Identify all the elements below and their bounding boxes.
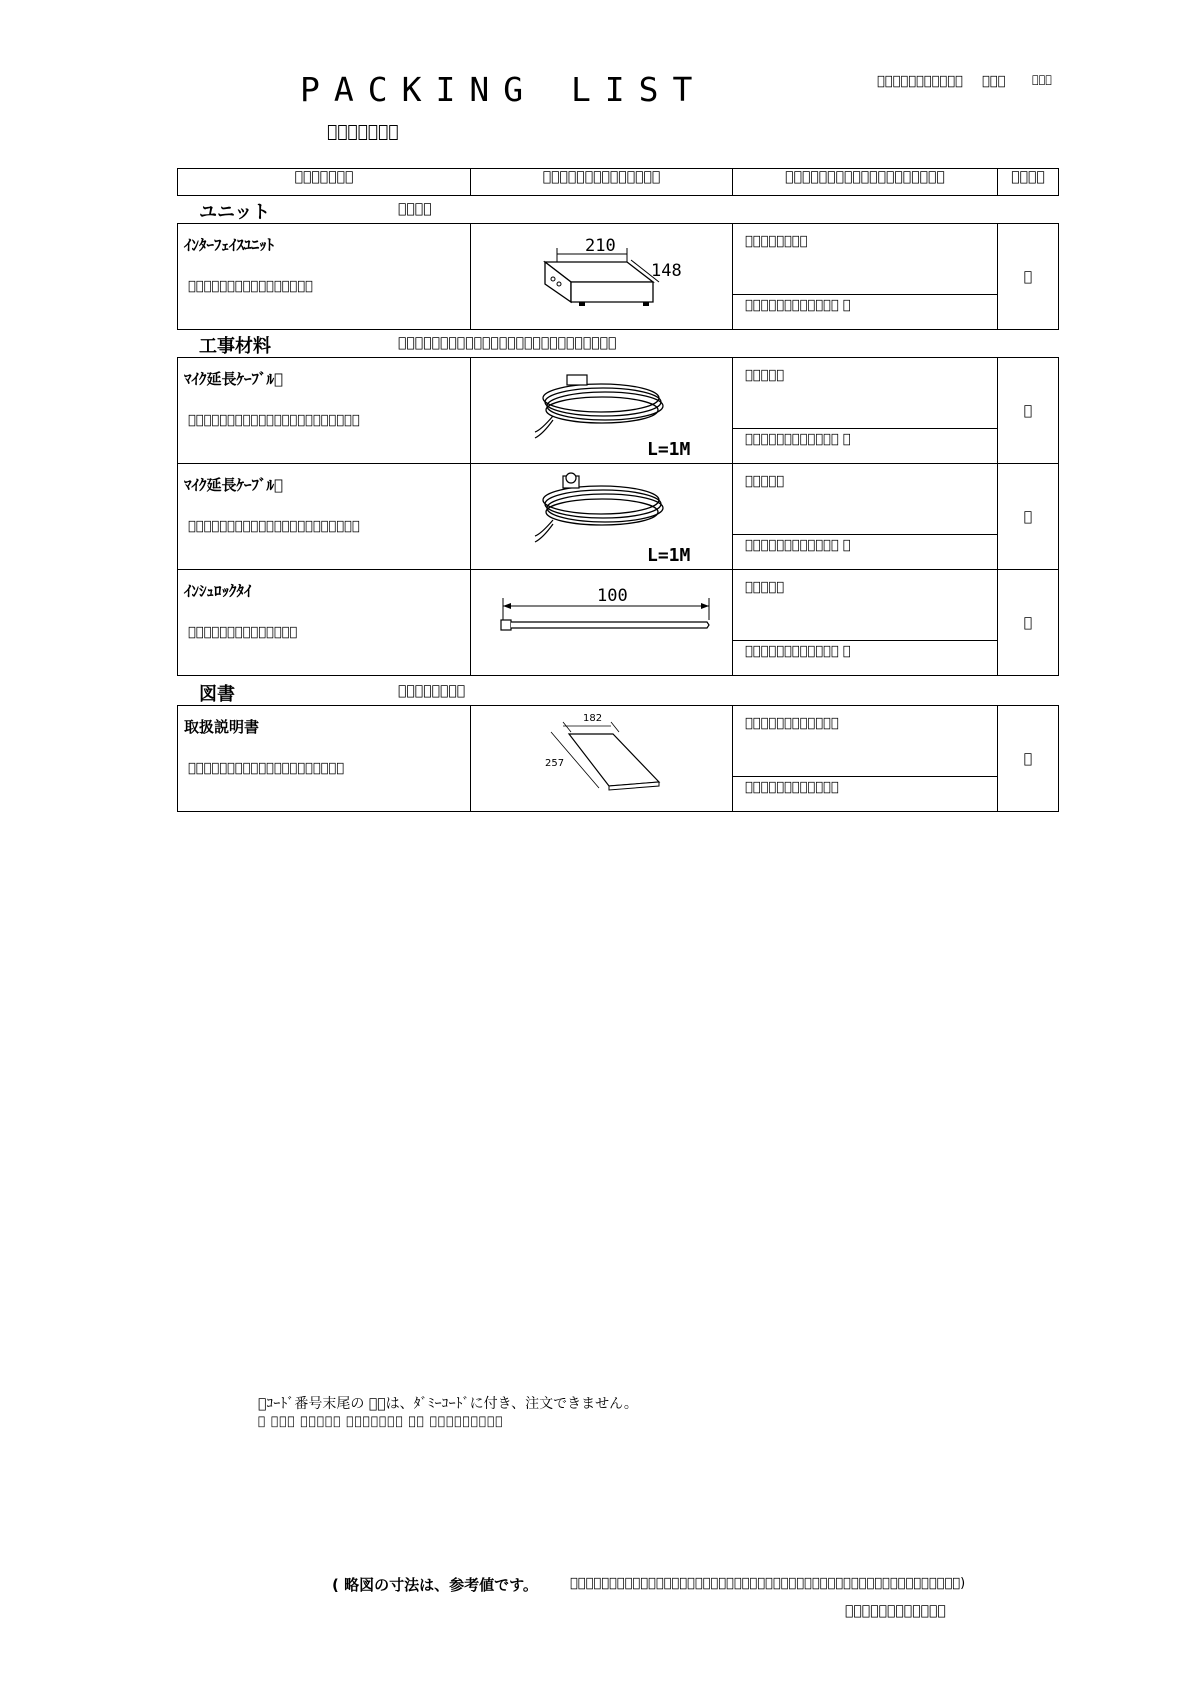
item-qty:   <box>1023 268 1033 285</box>
table-row <box>178 224 1059 330</box>
item-qty:   <box>1023 508 1033 525</box>
section-materials-label: 工事材料 <box>199 336 271 357</box>
document-number-2:     <box>982 74 1006 89</box>
documents-table <box>177 705 1059 812</box>
item-qty:   <box>1023 750 1033 767</box>
item-name: 取扱説明書 <box>184 718 260 736</box>
manual-height-label: 257 <box>545 758 565 769</box>
section-materials-sub:                            <box>398 335 617 351</box>
item-code:                      <box>188 761 345 776</box>
column-header-picture:                <box>471 169 733 196</box>
dim-width-label: 210 <box>585 236 616 256</box>
mic-cable-illustration <box>471 358 732 463</box>
footer-dimension-note-2:                                                   ) <box>570 1576 966 1591</box>
section-docs-label: 図書 <box>199 684 235 705</box>
document-number-3:     <box>1032 73 1052 86</box>
item-code:                        <box>188 413 360 428</box>
column-header-qty:      <box>998 169 1059 196</box>
spec-top:       <box>745 474 785 489</box>
note-dummy-code:  ｺｰﾄﾞ番号末尾の   は、ﾀﾞﾐｰｺｰﾄﾞに付き、注文できません。 <box>258 1396 638 1412</box>
table-row <box>178 464 1059 570</box>
mic-cable-illustration-2 <box>471 464 732 569</box>
spec-bottom:                <box>745 298 851 313</box>
column-header-name:         <box>178 169 471 196</box>
spec-bottom:              <box>745 780 839 795</box>
item-qty:   <box>1023 402 1033 419</box>
table-row <box>178 358 1059 464</box>
spec-top:              <box>745 716 839 731</box>
cable-length-label: L=1M <box>647 439 691 460</box>
cable-length-label: L=1M <box>647 545 691 566</box>
spec-bottom:                <box>745 644 851 659</box>
section-unit-sub:      <box>398 201 432 217</box>
item-name: ﾏｲｸ延長ｹｰﾌﾞﾙ  <box>184 476 284 494</box>
item-qty:   <box>1023 614 1033 631</box>
item-name: ｲﾝｼｭﾛｯｸﾀｲ <box>184 582 252 600</box>
section-docs-sub:          <box>398 683 466 699</box>
item-code:                  <box>188 279 313 294</box>
page-subtitle:         <box>327 122 399 142</box>
tie-length-label: 100 <box>597 586 628 606</box>
page-title: PACKING LIST <box>300 70 707 109</box>
interface-unit-illustration <box>471 224 732 329</box>
manual-width-label: 182 <box>583 713 603 724</box>
footer-dimension-note: ( 略図の寸法は、参考値です。 <box>332 1576 538 1594</box>
item-name: ｲﾝﾀｰﾌｪｲｽﾕﾆｯﾄ <box>184 236 275 254</box>
section-unit-label: ユニット <box>199 202 271 223</box>
item-name: ﾏｲｸ延長ｹｰﾌﾞﾙ  <box>184 370 284 388</box>
spec-bottom:                <box>745 538 851 553</box>
spec-top:       <box>745 368 785 383</box>
table-header <box>177 168 1059 196</box>
cable-tie-illustration <box>471 570 732 675</box>
table-row <box>178 706 1059 812</box>
column-header-spec:                     <box>733 169 998 196</box>
table-row <box>178 570 1059 676</box>
spec-bottom:                <box>745 432 851 447</box>
note-line-2:                                  <box>258 1414 504 1428</box>
dim-depth-label: 148 <box>651 261 682 281</box>
footer-doc-code:              <box>845 1603 946 1619</box>
document-number:             <box>877 74 963 89</box>
materials-table <box>177 357 1059 676</box>
unit-table <box>177 223 1059 330</box>
spec-top:       <box>745 580 785 595</box>
spec-top:          <box>745 234 808 249</box>
item-code:                        <box>188 519 360 534</box>
manual-illustration <box>471 706 732 811</box>
item-code:                <box>188 625 298 640</box>
